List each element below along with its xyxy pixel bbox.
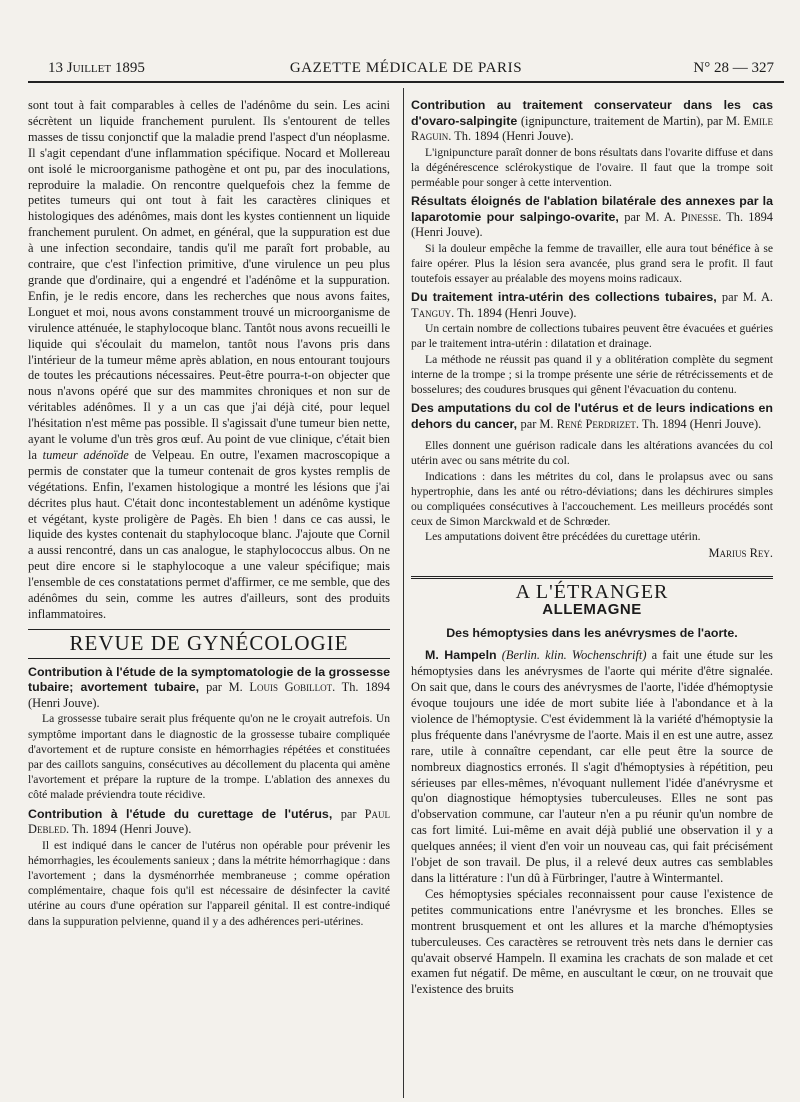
- section-rule-bottom: [28, 658, 390, 659]
- page-number: N° 28 — 327: [693, 60, 774, 76]
- section-rule-etranger: [411, 576, 773, 579]
- subsection-heading-allemagne: ALLEMAGNE: [542, 601, 642, 619]
- article-continuation: [28, 98, 390, 623]
- section-heading-gynecologie: REVUE DE GYNÉCOLOGIE: [69, 630, 349, 655]
- article-title-curettage: [28, 807, 390, 838]
- article-body-ovaro-salpingite: L'ignipuncture paraît donner de bons résultats dans l'ovarite diffuse et dans la dégénérescence sclérokystique de l'ovaire. Il faut que la trompe soit perméable pour songer à cette intervention.: [411, 145, 773, 189]
- article-body-hemoptysies-2: Ces hémoptysies spéciales reconnaissent pour cause l'existence de petites communications entre l'anévrysme et les bronches. Elles se montrent brusquement et ont les allures et la marche d'hémoptysies tuberculeuses. Ces caractères se retrouvent très nets dans le dernier cas qu'avait observé Hampeln. Il examina les crachats de son malade et cet examen fut négatif. De même, en auscultant le cœur, on ne trouvait que l'existence des bruits: [411, 886, 773, 997]
- article-title-amputations-col: [411, 401, 773, 432]
- article-body-collections-tubaires-2: La méthode ne réussit pas quand il y a oblitération complète du segment interne de la trompe ; si la trompe présente une série de rétrécissements et de bosselures; des coudures brusques qui gênent l'évacuation du contenu.: [411, 352, 773, 397]
- author-name: Tanguy: [411, 305, 452, 320]
- meta-suffix: . Th. 1894 (Henri Jouve).: [635, 416, 762, 431]
- author-name: Paul Debled: [28, 806, 390, 837]
- title-text: Du traitement intra-utérin des collections tubaires,: [411, 290, 717, 305]
- newspaper-page: [28, 48, 784, 1098]
- article-body-curettage: Il est indiqué dans le cancer de l'utérus non opérable pour prévenir les hémorrhagies, les écoulements sanieux ; dans la métrite hémorrhagique : dans l'avortement ; dans la dysménorrhée membraneuse ; comme opération complémentaire, chaque fois qu'il est nécessaire de désinfecter la cavité utérine au cours d'une opération sur l'appareil génital. Il est contre-indiqué dans la suppuration pelvienne, quand il y a des adhérences peri-utérines.: [28, 838, 390, 928]
- section-rule: [28, 629, 390, 630]
- meta-prefix: par M. A.: [624, 209, 676, 224]
- signature: Marius Rey.: [708, 545, 773, 560]
- title-text: Des amputations du col de l'utérus et de leurs indications en dehors du cancer,: [411, 401, 773, 431]
- author-name: Pinesse: [680, 209, 719, 224]
- article-title-hemoptysies: Des hémoptysies dans les anévrysmes de l'aorte.: [446, 626, 738, 641]
- author-name: Louis Gobillot: [249, 680, 333, 695]
- running-header: [28, 60, 784, 82]
- meta-suffix: . Th. 1894 (Henri Jouve).: [451, 305, 577, 320]
- meta-suffix: . Th. 1894 (Henri Jouve).: [28, 680, 390, 710]
- body-text: a fait une étude sur les hémoptysies dans les anévrysmes de l'aorte qui mérite d'être signalée. On sait que, dans le cours des anévrysmes de l'aorte, l'idée d'hémoptysie évoque toujours une idée de mort subite liée à l'abondance et à la violence de l'hémoptysie. C'est évidemment là la variété d'hémoptysie la plus fréquente dans l'anévrysme de l'aorte. Mais il en est une autre, assez rare, utile à connaître cependant, car elle peut être la source de nombreux diagnostics erronés. Il s'agit d'hémoptysies à répétition, peu sérieuses par elles-mêmes, n'évoquant nullement l'idée d'anévrysme et qu'on diagnostique hémoptysies tuberculeuses. Elles ne sont pas d'observation commune, car l'auteur n'en a pu réunir qu'un nombre de cas fort limité. Lui-même en avait déjà publié une observation il y a quelques années; il vient d'en voir un nouveau cas, qui fait précisément l'objet de son travail. De plus, il a relevé deux autres cas semblables dans la littérature : l'un dû à Fürbringer, l'autre à Wintermantel.: [411, 648, 773, 885]
- right-column: [411, 98, 773, 998]
- title-text: Contribution à l'étude du curettage de l'utérus,: [28, 806, 333, 821]
- article-body-amputations-3: Les amputations doivent être précédées du curettage utérin.: [425, 530, 701, 544]
- title-text: Contribution à l'étude de la symptomatologie de la grossesse tubaire; avortement tubaire,: [28, 664, 390, 695]
- meta-prefix: par: [340, 806, 357, 821]
- issue-date: 13 Juillet 1895: [48, 60, 145, 76]
- meta-suffix: . Th. 1894 (Henri Jouve).: [448, 129, 574, 143]
- meta-prefix: par M. A.: [721, 290, 773, 305]
- article-title-collections-tubaires: [411, 290, 773, 321]
- emphasis-term: tumeur adénoïde: [42, 447, 129, 462]
- article-body-ablation-annexes: Si la douleur empêche la femme de travailler, elle aura tout bénéfice à se faire opérer. Plus la lésion sera avancée, plus grand sera le profit. Il faut toutefois essayer au préalable des moyens moins radicaux.: [411, 241, 773, 286]
- source-citation: (Berlin. klin. Wochenschrift): [501, 648, 647, 663]
- continuation-text-end: de Velpeau. En outre, l'examen macroscopique a permis de constater que la tumeur contenait de gros kystes remplis de végétations. Enfin, l'examen histologique a montré les lésions que j'ai décrites plus haut. C'était donc incontestablement un adénôme kystique et végétant, kyste proligère de Pagès. Eh bien ! dans ce cas aussi, le liquide des kystes contenait du staphylocoque blanc. J'ajoute que Cornil a aussi rencontré, dans un cas analogue, le staphylococcus albus. On ne peut dire encore si le staphylocoque a une valeur spécifique; mais l'ensemble de ces constatations permet d'affirmer, ce me semble, que des adénômes du sein, comme les autres d'ailleurs, sont des produits inflammatoires.: [28, 447, 390, 621]
- lead-author: M. Hampeln: [425, 648, 497, 663]
- article-body-amputations-1: Elles donnent une guérison radicale dans les altérations avancées du col utérin avec ou sans métrite du col.: [411, 439, 773, 468]
- title-text: Contribution au traitement conservateur dans les cas d'ovaro-salpingite: [411, 98, 773, 128]
- journal-title: GAZETTE MÉDICALE DE PARIS: [289, 60, 523, 76]
- meta-prefix: par M.: [520, 416, 554, 431]
- meta-prefix: par M.: [206, 680, 243, 695]
- article-body-grossesse-tubaire: La grossesse tubaire serait plus fréquente qu'on ne le croyait autrefois. Un symptôme important dans le diagnostic de la grossesse tubaire compliquée d'avortement et de rupture consiste en hémorrhagies répétées et constituées par des caillots sanguins, consécutives au décollement du placenta qui amène l'avortement et prépare la rupture de la trompe. L'ablation des annexes du côté malade préviendra toute récidive.: [28, 712, 390, 802]
- article-title-ablation-annexes: [411, 194, 773, 241]
- article-body-collections-tubaires-1: Un certain nombre de collections tubaires peuvent être évacuées et guéries par le traitement intra-utérin : dilatation et drainage.: [411, 322, 773, 351]
- meta-suffix: . Th. 1894 (Henri Jouve).: [65, 822, 192, 837]
- title-text: Résultats éloignés de l'ablation bilatérale des annexes par la laparotomie pour salpingo-ovarite,: [411, 194, 773, 224]
- left-column: [28, 98, 390, 929]
- article-body-amputations-2: Indications : dans les métrites du col, dans le prolapsus avec ou sans hypertrophie, dans les anté ou rétro-déviations; dans les déchirures simples ou compliquées consécutives à l'accouchement. Les meilleurs procédés sont ceux de Simon Marckwald et de Schrœder.: [411, 469, 773, 529]
- article-body-hemoptysies-1: [411, 648, 773, 887]
- column-separator: [403, 88, 404, 1098]
- article-title-grossesse-tubaire: [28, 665, 390, 712]
- author-name: René Perdrizet: [556, 416, 636, 431]
- meta-prefix: (ignipuncture, traitement de Martin), par M.: [520, 113, 741, 128]
- author-name: Emile Raguin: [411, 113, 773, 143]
- continuation-text: sont tout à fait comparables à celles de l'adénôme du sein. Les acini sécrètent un liquide franchement purulent. Ils s'entourent de telles masses de tissu conjonctif que la maladie prend l'aspect d'un néoplasme. Il s'agit cependant d'une inflammation spécifique. Nocard et Mollereau ont isolé le microorganisme pathogène et ont pu, par des inoculations, reproduire la maladie. On rencontre quelquefois chez la femme de petites tumeurs qui ont tout à fait les caractères cliniques et histologiques des adénômes, mais dont les kystes contiennent un liquide franchement purulent. On admet, en général, que la suppuration est due à une infection secondaire, tandis qu'il me paraît fort probable, au contraire, que c'est l'infection primitive, d'une virulence un peu plus grande que d'ordinaire, qui a engendré et l'adénôme et la suppuration. Enfin, je le redis encore, dans les recherches que nous avons faites, Longuet et moi, nous avons constamment trouvé un microorganisme de virulence atténuée, le staphylocoque blanc. Tantôt nous avons recueilli le liquide qui s'écoulait du mamelon, tantôt nous l'avons pris dans l'intérieur de la tumeur même après ablation, en nous entourant toujours de toutes les précautions nécessaires. Peut-être pourra-t-on objecter que nous n'avons opéré que sur des mammites chroniques et non sur de véritables adénômes. Il y a un cas que j'ai déjà cité, pour lequel l'hésitation n'est même pas possible. Il s'agissait d'une tumeur bien nette, ayant le volume d'un très gros œuf. Au point de vue clinique, c'était bien la: [28, 98, 390, 462]
- article-title-ovaro-salpingite: [411, 98, 773, 145]
- meta-suffix: . Th. 1894 (Henri Jouve).: [411, 209, 773, 240]
- article-meta: [521, 417, 762, 431]
- header-rule: [28, 81, 784, 83]
- section-heading-etranger: A L'ÉTRANGER: [515, 580, 669, 603]
